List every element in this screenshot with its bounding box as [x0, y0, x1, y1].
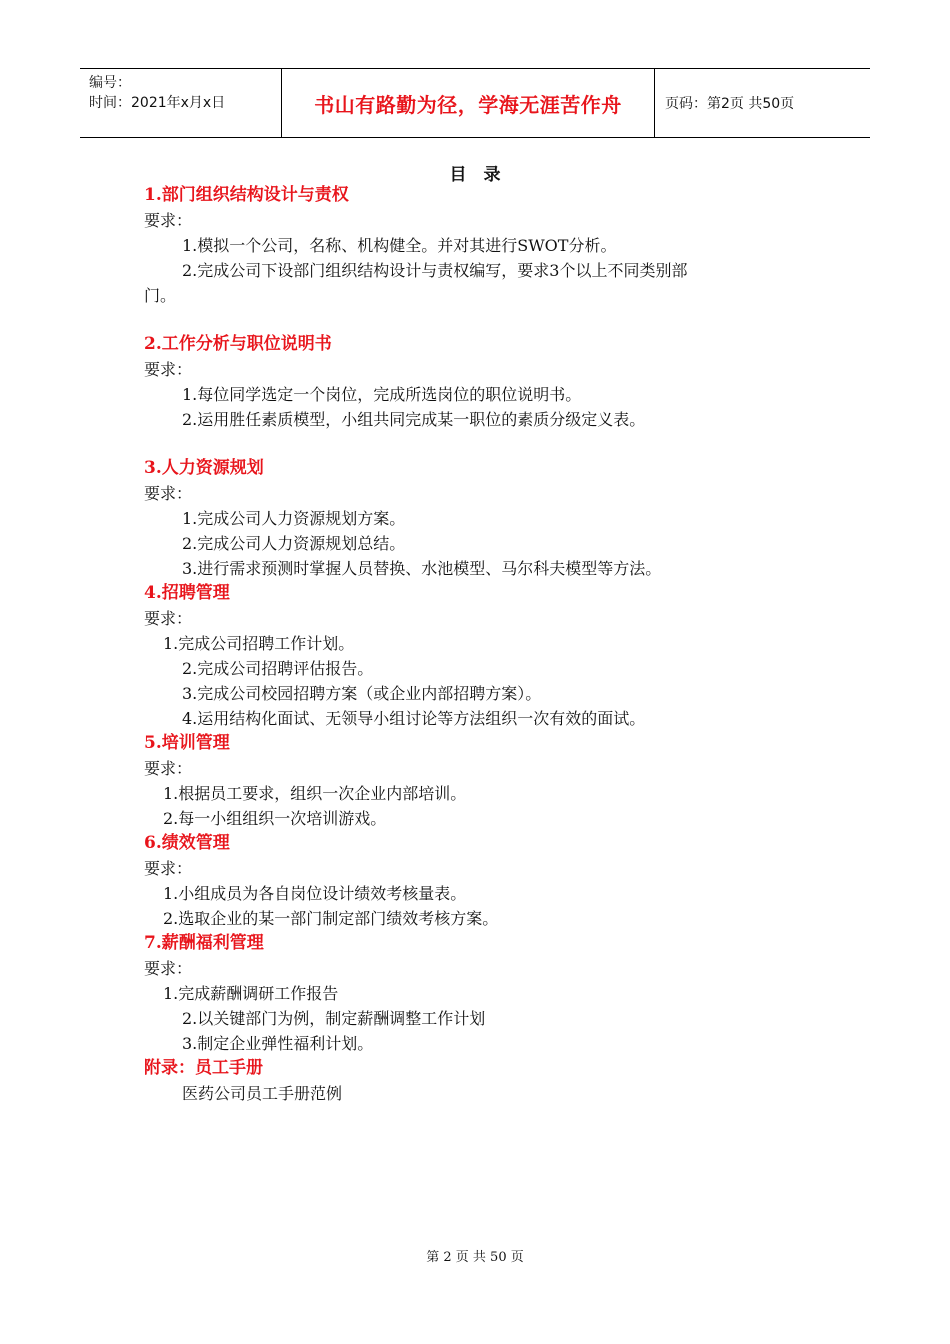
- section-req-7: 要求：: [144, 959, 193, 978]
- page-footer: 第 2 页 共 50 页: [426, 1250, 524, 1265]
- section-req-6: 要求：: [144, 859, 193, 878]
- section-item: 1.完成薪酬调研工作报告: [163, 984, 339, 1003]
- section-item: 1.根据员工要求，组织一次企业内部培训。: [163, 784, 467, 803]
- page-header: [80, 68, 870, 138]
- section-item: 3.进行需求预测时掌握人员替换、水池模型、马尔科夫模型等方法。: [182, 559, 662, 578]
- section-item: 2.运用胜任素质模型，小组共同完成某一职位的素质分级定义表。: [182, 410, 646, 429]
- section-item: 4.运用结构化面试、无领导小组讨论等方法组织一次有效的面试。: [182, 709, 646, 728]
- section-item: 1.模拟一个公司，名称、机构健全。并对其进行SWOT分析。: [182, 236, 617, 255]
- section-title-2: 2.工作分析与职位说明书: [144, 334, 332, 354]
- section-item: 3.完成公司校园招聘方案（或企业内部招聘方案）。: [182, 684, 542, 703]
- header-motto: 书山有路勤为径，学海无涯苦作舟: [282, 69, 655, 137]
- section-item: 1.完成公司人力资源规划方案。: [182, 509, 406, 528]
- header-page-info: 页码：第2页 共50页: [665, 96, 795, 112]
- section-item: 2.完成公司人力资源规划总结。: [182, 534, 406, 553]
- section-item: 2.完成公司下设部门组织结构设计与责权编写，要求3个以上不同类别部: [182, 261, 688, 280]
- section-item: 2.选取企业的某一部门制定部门绩效考核方案。: [163, 909, 499, 928]
- section-title-7: 7.薪酬福利管理: [144, 933, 264, 953]
- document-time-label: 时间：2021年x月x日: [89, 95, 226, 111]
- section-title-appendix: 附录：员工手册: [144, 1058, 263, 1078]
- section-req-4: 要求：: [144, 609, 193, 628]
- section-item: 2.每一小组组织一次培训游戏。: [163, 809, 387, 828]
- section-title-4: 4.招聘管理: [144, 583, 230, 603]
- section-req-1: 要求：: [144, 211, 193, 230]
- section-title-5: 5.培训管理: [144, 733, 230, 753]
- section-item: 2.以关键部门为例，制定薪酬调整工作计划: [182, 1009, 486, 1028]
- section-title-3: 3.人力资源规划: [144, 458, 264, 478]
- toc-title: 目 录: [449, 165, 501, 185]
- section-item: 1.完成公司招聘工作计划。: [163, 634, 355, 653]
- section-item: 1.每位同学选定一个岗位，完成所选岗位的职位说明书。: [182, 385, 582, 404]
- section-title-1: 1.部门组织结构设计与责权: [144, 185, 349, 205]
- section-req-3: 要求：: [144, 484, 193, 503]
- section-item: 医药公司员工手册范例: [182, 1084, 343, 1103]
- section-item: 3.制定企业弹性福利计划。: [182, 1034, 374, 1053]
- section-title-6: 6.绩效管理: [144, 833, 230, 853]
- section-req-2: 要求：: [144, 360, 193, 379]
- section-item-continuation: 门。: [144, 286, 177, 305]
- header-meta-cell: [80, 69, 282, 137]
- toc-content: [144, 183, 804, 1106]
- document-number-label: 编号：: [89, 75, 131, 91]
- section-item: 2.完成公司招聘评估报告。: [182, 659, 374, 678]
- section-item: 1.小组成员为各自岗位设计绩效考核量表。: [163, 884, 467, 903]
- section-req-5: 要求：: [144, 759, 193, 778]
